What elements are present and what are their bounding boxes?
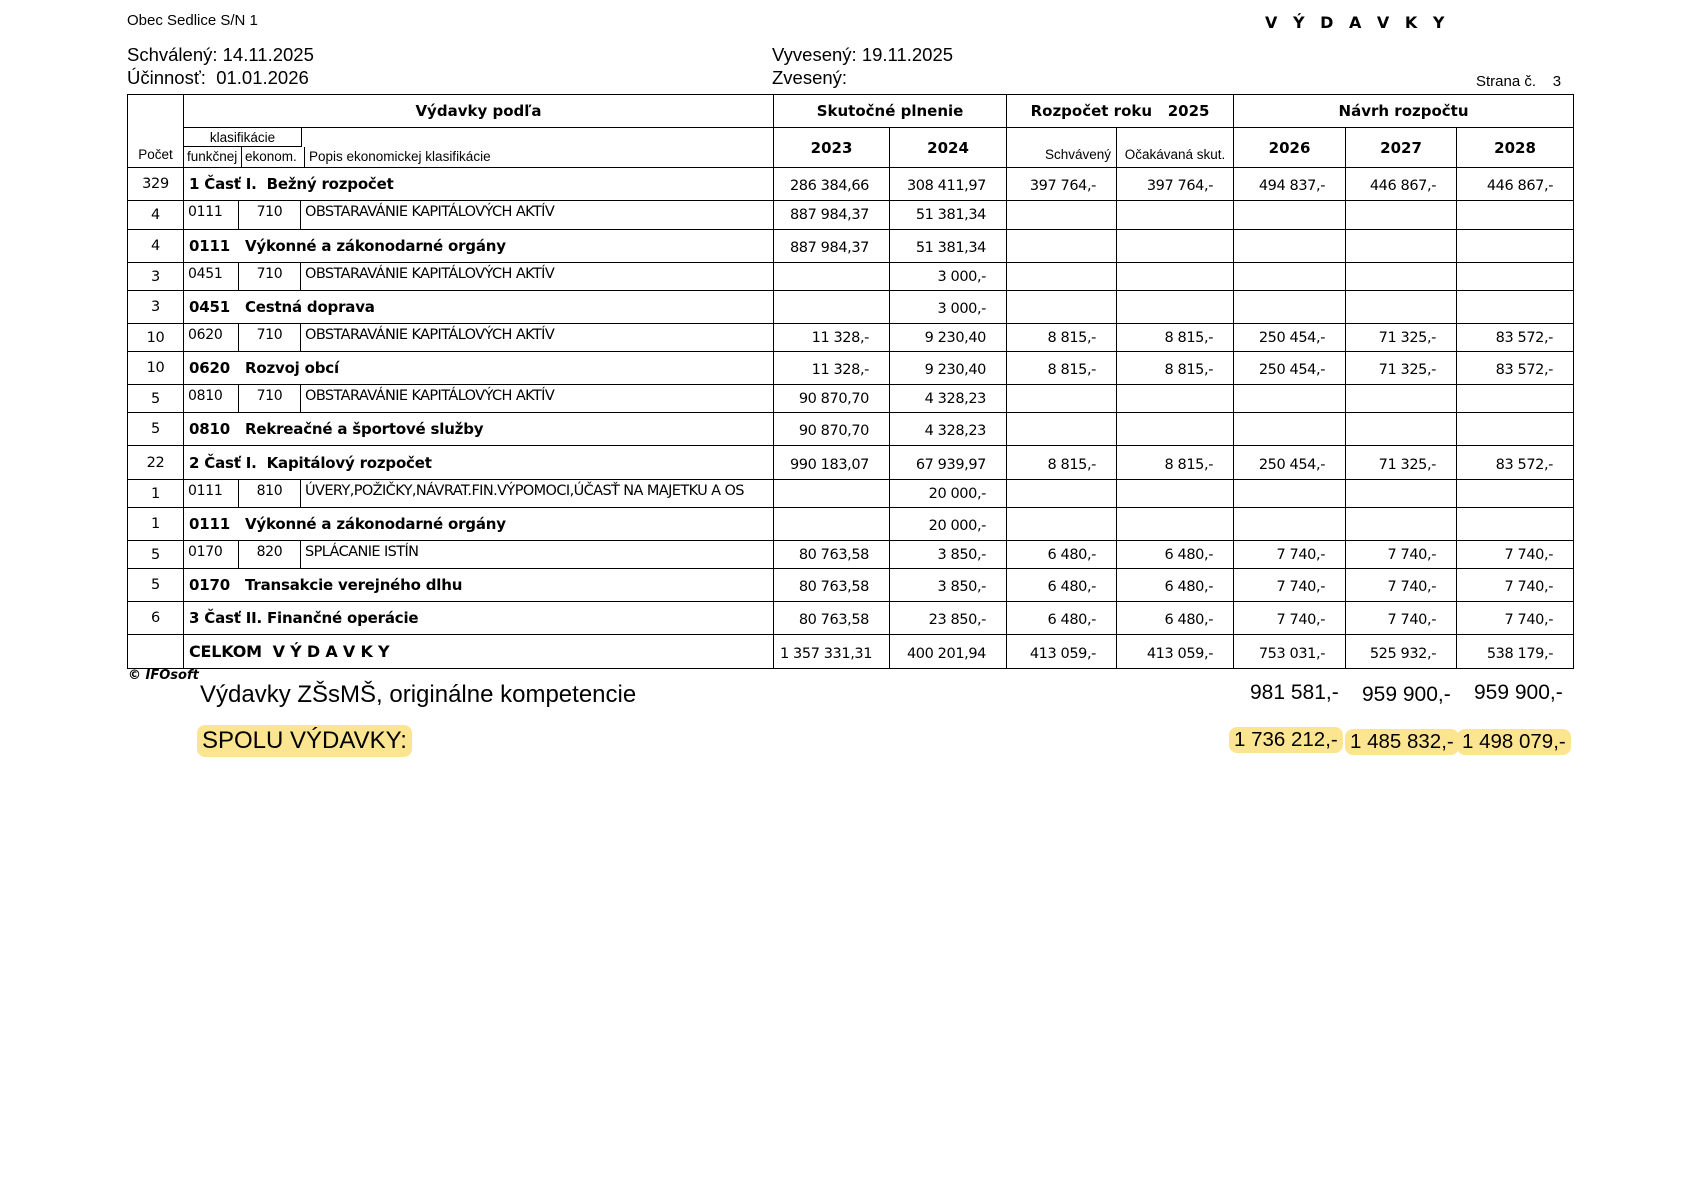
value-2024: 9 230,40 xyxy=(890,324,1007,352)
header-row-groups xyxy=(128,95,1574,128)
value-2023: 887 984,37 xyxy=(774,230,890,263)
row-count xyxy=(128,635,184,669)
value-2024: 3 850,- xyxy=(890,541,1007,569)
value-2028: 83 572,- xyxy=(1457,446,1574,480)
functional-description: Výkonné a zákonodarné orgány xyxy=(245,515,506,533)
functional-label: funkčnej xyxy=(184,147,242,167)
table-row-subtotal xyxy=(128,291,1574,324)
value-expected-2025 xyxy=(1117,291,1234,324)
table-row-subtotal xyxy=(128,230,1574,263)
row-count: 4 xyxy=(128,230,184,263)
subtotal-label xyxy=(184,230,774,263)
section-label: 1 Časť I. Bežný rozpočet xyxy=(184,168,774,201)
row-count: 5 xyxy=(128,413,184,446)
value-approved-2025: 6 480,- xyxy=(1007,569,1117,602)
col-proposal-header: Návrh rozpočtu xyxy=(1234,95,1574,128)
value-2027 xyxy=(1346,385,1457,413)
value-2024: 4 328,23 xyxy=(890,413,1007,446)
value-2027: 446 867,- xyxy=(1346,168,1457,201)
value-approved-2025: 8 815,- xyxy=(1007,324,1117,352)
organization-name: Obec Sedlice S/N 1 xyxy=(127,12,258,29)
value-2023: 990 183,07 xyxy=(774,446,890,480)
value-2026 xyxy=(1234,263,1346,291)
subtotal-label xyxy=(184,352,774,385)
value-expected-2025: 8 815,- xyxy=(1117,324,1234,352)
value-2027 xyxy=(1346,508,1457,541)
row-count: 10 xyxy=(128,352,184,385)
table-row-subtotal xyxy=(128,569,1574,602)
row-count: 1 xyxy=(128,480,184,508)
total-expenses-2027: 1 485 832,- xyxy=(1345,729,1459,755)
value-approved-2025: 8 815,- xyxy=(1007,352,1117,385)
value-2026 xyxy=(1234,291,1346,324)
col-budget-year-header: Rozpočet roku 2025 xyxy=(1007,95,1234,128)
value-approved-2025: 413 059,- xyxy=(1007,635,1117,669)
page-title: V Ý D A V K Y xyxy=(1265,13,1450,32)
value-2023: 80 763,58 xyxy=(774,602,890,635)
functional-code: 0620 xyxy=(184,324,239,352)
section-label: 3 Časť II. Finančné operácie xyxy=(184,602,774,635)
value-expected-2025 xyxy=(1117,480,1234,508)
value-2026: 494 837,- xyxy=(1234,168,1346,201)
value-2026 xyxy=(1234,385,1346,413)
value-2024: 308 411,97 xyxy=(890,168,1007,201)
table-row-item xyxy=(128,480,1574,508)
value-2026: 7 740,- xyxy=(1234,602,1346,635)
value-2027: 71 325,- xyxy=(1346,446,1457,480)
value-2028: 7 740,- xyxy=(1457,569,1574,602)
functional-description: Rozvoj obcí xyxy=(245,359,339,377)
value-2024: 51 381,34 xyxy=(890,201,1007,230)
approved-date: 14.11.2025 xyxy=(222,44,314,65)
value-approved-2025 xyxy=(1007,480,1117,508)
value-2028 xyxy=(1457,413,1574,446)
row-count: 329 xyxy=(128,168,184,201)
economic-description: SPLÁCANIE ISTÍN xyxy=(301,541,774,569)
col-2024-header: 2024 xyxy=(890,128,1007,168)
col-expenses-by-header: Výdavky podľa xyxy=(184,95,774,128)
economic-code: 810 xyxy=(239,480,301,508)
total-expenses-2026: 1 736 212,- xyxy=(1229,727,1343,753)
posted-date: 19.11.2025 xyxy=(861,44,954,65)
row-count: 5 xyxy=(128,569,184,602)
value-approved-2025: 6 480,- xyxy=(1007,602,1117,635)
value-2024: 3 850,- xyxy=(890,569,1007,602)
table-row-section xyxy=(128,168,1574,201)
functional-code: 0170 xyxy=(184,541,239,569)
value-2023 xyxy=(774,263,890,291)
table-row-subtotal xyxy=(128,413,1574,446)
value-2027: 525 932,- xyxy=(1346,635,1457,669)
subtotal-label xyxy=(184,413,774,446)
value-2028 xyxy=(1457,508,1574,541)
total-expenses-2028: 1 498 079,- xyxy=(1457,729,1571,755)
table-row-section xyxy=(128,602,1574,635)
value-expected-2025 xyxy=(1117,413,1234,446)
value-expected-2025: 413 059,- xyxy=(1117,635,1234,669)
value-2028: 7 740,- xyxy=(1457,541,1574,569)
value-2024: 20 000,- xyxy=(890,508,1007,541)
functional-code: 0620 xyxy=(189,359,230,377)
row-count: 4 xyxy=(128,201,184,230)
value-expected-2025: 6 480,- xyxy=(1117,569,1234,602)
schools-expenses-2026: 981 581,- xyxy=(1250,681,1339,704)
value-2026: 250 454,- xyxy=(1234,324,1346,352)
table-row-item xyxy=(128,541,1574,569)
value-expected-2025 xyxy=(1117,230,1234,263)
row-count: 5 xyxy=(128,541,184,569)
value-2023: 80 763,58 xyxy=(774,541,890,569)
classification-label: klasifikácie xyxy=(184,128,302,147)
value-2027 xyxy=(1346,201,1457,230)
value-approved-2025: 397 764,- xyxy=(1007,168,1117,201)
value-2023 xyxy=(774,291,890,324)
row-count: 5 xyxy=(128,385,184,413)
value-2027 xyxy=(1346,230,1457,263)
economic-code: 710 xyxy=(239,324,301,352)
effective-label: Účinnosť: xyxy=(127,67,206,88)
value-expected-2025: 6 480,- xyxy=(1117,541,1234,569)
table-row-subtotal xyxy=(128,352,1574,385)
value-2026 xyxy=(1234,201,1346,230)
economic-code: 820 xyxy=(239,541,301,569)
value-2023: 286 384,66 xyxy=(774,168,890,201)
functional-code: 0451 xyxy=(184,263,239,291)
value-approved-2025 xyxy=(1007,263,1117,291)
description-label: Popis ekonomickej klasifikácie xyxy=(309,149,491,164)
functional-code: 0111 xyxy=(189,237,230,255)
economic-description: OBSTARAVÁNIE KAPITÁLOVÝCH AKTÍV xyxy=(301,385,774,413)
functional-code: 0170 xyxy=(189,576,230,594)
value-2023 xyxy=(774,480,890,508)
value-2026 xyxy=(1234,413,1346,446)
value-2027: 7 740,- xyxy=(1346,602,1457,635)
value-2027 xyxy=(1346,263,1457,291)
value-2028: 538 179,- xyxy=(1457,635,1574,669)
economic-description: OBSTARAVÁNIE KAPITÁLOVÝCH AKTÍV xyxy=(301,263,774,291)
value-2024: 51 381,34 xyxy=(890,230,1007,263)
value-expected-2025 xyxy=(1117,263,1234,291)
value-2026: 250 454,- xyxy=(1234,446,1346,480)
functional-code: 0810 xyxy=(189,420,230,438)
table-row-item xyxy=(128,201,1574,230)
value-2026 xyxy=(1234,508,1346,541)
col-2028-header: 2028 xyxy=(1457,128,1574,168)
value-2023: 887 984,37 xyxy=(774,201,890,230)
value-approved-2025 xyxy=(1007,230,1117,263)
value-approved-2025: 6 480,- xyxy=(1007,541,1117,569)
schools-expenses-label: Výdavky ZŠsMŠ, originálne kompetencie xyxy=(200,681,637,708)
value-2028: 7 740,- xyxy=(1457,602,1574,635)
value-2028: 83 572,- xyxy=(1457,352,1574,385)
row-count: 22 xyxy=(128,446,184,480)
value-2028 xyxy=(1457,291,1574,324)
col-count-header: Počet xyxy=(128,95,184,168)
table-row-section xyxy=(128,446,1574,480)
value-2023 xyxy=(774,508,890,541)
value-2024: 400 201,94 xyxy=(890,635,1007,669)
col-2026-header: 2026 xyxy=(1234,128,1346,168)
value-2023: 1 357 331,31 xyxy=(774,635,890,669)
value-expected-2025 xyxy=(1117,508,1234,541)
functional-code: 0810 xyxy=(184,385,239,413)
value-2024: 23 850,- xyxy=(890,602,1007,635)
value-expected-2025 xyxy=(1117,201,1234,230)
table-row-item xyxy=(128,385,1574,413)
value-2028 xyxy=(1457,385,1574,413)
table-row-total xyxy=(128,635,1574,669)
functional-code: 0111 xyxy=(184,201,239,230)
removed-label: Zvesený: xyxy=(772,67,848,88)
economic-code: 710 xyxy=(239,201,301,230)
removed-line xyxy=(772,67,847,89)
value-expected-2025: 8 815,- xyxy=(1117,352,1234,385)
value-2024: 67 939,97 xyxy=(890,446,1007,480)
posted-line xyxy=(772,44,953,66)
value-2028 xyxy=(1457,263,1574,291)
value-approved-2025 xyxy=(1007,291,1117,324)
col-2023-header: 2023 xyxy=(774,128,890,168)
posted-label: Vyvesený: xyxy=(772,44,857,65)
value-2026 xyxy=(1234,230,1346,263)
approved-line xyxy=(127,44,314,66)
row-count: 6 xyxy=(128,602,184,635)
value-2028 xyxy=(1457,230,1574,263)
value-2024: 3 000,- xyxy=(890,263,1007,291)
table-row-subtotal xyxy=(128,508,1574,541)
budget-table-body xyxy=(128,168,1574,669)
schools-expenses-2027: 959 900,- xyxy=(1362,683,1451,706)
value-expected-2025 xyxy=(1117,385,1234,413)
value-2027: 71 325,- xyxy=(1346,352,1457,385)
value-2027 xyxy=(1346,480,1457,508)
copyright-text: © IFOsoft xyxy=(128,668,199,683)
functional-code: 0111 xyxy=(189,515,230,533)
value-2024: 3 000,- xyxy=(890,291,1007,324)
row-count: 3 xyxy=(128,263,184,291)
row-count: 10 xyxy=(128,324,184,352)
grand-total-label: CELKOM V Ý D A V K Y xyxy=(184,635,774,669)
value-expected-2025: 8 815,- xyxy=(1117,446,1234,480)
classification-header xyxy=(184,128,774,168)
functional-description: Rekreačné a športové služby xyxy=(245,420,484,438)
row-count: 3 xyxy=(128,291,184,324)
value-2024: 4 328,23 xyxy=(890,385,1007,413)
subtotal-label xyxy=(184,569,774,602)
economic-description: OBSTARAVÁNIE KAPITÁLOVÝCH AKTÍV xyxy=(301,201,774,230)
effective-date: 01.01.2026 xyxy=(216,67,309,88)
value-2027: 7 740,- xyxy=(1346,541,1457,569)
value-approved-2025 xyxy=(1007,201,1117,230)
value-2027 xyxy=(1346,291,1457,324)
value-expected-2025: 6 480,- xyxy=(1117,602,1234,635)
table-row-item xyxy=(128,263,1574,291)
section-label: 2 Časť I. Kapitálový rozpočet xyxy=(184,446,774,480)
col-actual-header: Skutočné plnenie xyxy=(774,95,1007,128)
approved-label: Schválený: xyxy=(127,44,218,65)
value-2023: 11 328,- xyxy=(774,324,890,352)
value-2026: 7 740,- xyxy=(1234,569,1346,602)
page-number: 3 xyxy=(1552,73,1562,90)
value-approved-2025 xyxy=(1007,413,1117,446)
economic-code: 710 xyxy=(239,385,301,413)
value-2024: 20 000,- xyxy=(890,480,1007,508)
value-2027 xyxy=(1346,413,1457,446)
functional-code: 0111 xyxy=(184,480,239,508)
col-expected-header: Očakávaná skut. xyxy=(1117,128,1234,168)
table-row-item xyxy=(128,324,1574,352)
functional-description: Cestná doprava xyxy=(245,298,375,316)
value-2028 xyxy=(1457,201,1574,230)
page-label: Strana č. xyxy=(1476,73,1537,90)
value-approved-2025: 8 815,- xyxy=(1007,446,1117,480)
budget-table xyxy=(127,94,1574,669)
value-expected-2025: 397 764,- xyxy=(1117,168,1234,201)
value-2023: 90 870,70 xyxy=(774,385,890,413)
economic-label: ekonom. xyxy=(242,147,305,167)
value-approved-2025 xyxy=(1007,508,1117,541)
col-2027-header: 2027 xyxy=(1346,128,1457,168)
subtotal-label xyxy=(184,508,774,541)
page-number-line xyxy=(1476,73,1561,90)
value-2026: 250 454,- xyxy=(1234,352,1346,385)
economic-description: OBSTARAVÁNIE KAPITÁLOVÝCH AKTÍV xyxy=(301,324,774,352)
functional-code: 0451 xyxy=(189,298,230,316)
value-2028: 446 867,- xyxy=(1457,168,1574,201)
value-2026: 753 031,- xyxy=(1234,635,1346,669)
effective-line xyxy=(127,67,309,89)
header-row-columns xyxy=(128,128,1574,168)
value-2023: 80 763,58 xyxy=(774,569,890,602)
value-2023: 90 870,70 xyxy=(774,413,890,446)
row-count: 1 xyxy=(128,508,184,541)
economic-code: 710 xyxy=(239,263,301,291)
subtotal-label xyxy=(184,291,774,324)
value-2028: 83 572,- xyxy=(1457,324,1574,352)
value-2028 xyxy=(1457,480,1574,508)
functional-description: Transakcie verejného dlhu xyxy=(245,576,463,594)
value-2024: 9 230,40 xyxy=(890,352,1007,385)
col-approved-header: Schvávený xyxy=(1007,128,1117,168)
total-expenses-label: SPOLU VÝDAVKY: xyxy=(197,725,412,757)
value-2023: 11 328,- xyxy=(774,352,890,385)
economic-description: ÚVERY,POŽIČKY,NÁVRAT.FIN.VÝPOMOCI,ÚČASŤ NA MAJETKU A OS xyxy=(301,480,774,508)
functional-description: Výkonné a zákonodarné orgány xyxy=(245,237,506,255)
value-2026: 7 740,- xyxy=(1234,541,1346,569)
value-2027: 7 740,- xyxy=(1346,569,1457,602)
schools-expenses-2028: 959 900,- xyxy=(1474,681,1563,704)
value-2026 xyxy=(1234,480,1346,508)
value-approved-2025 xyxy=(1007,385,1117,413)
value-2027: 71 325,- xyxy=(1346,324,1457,352)
